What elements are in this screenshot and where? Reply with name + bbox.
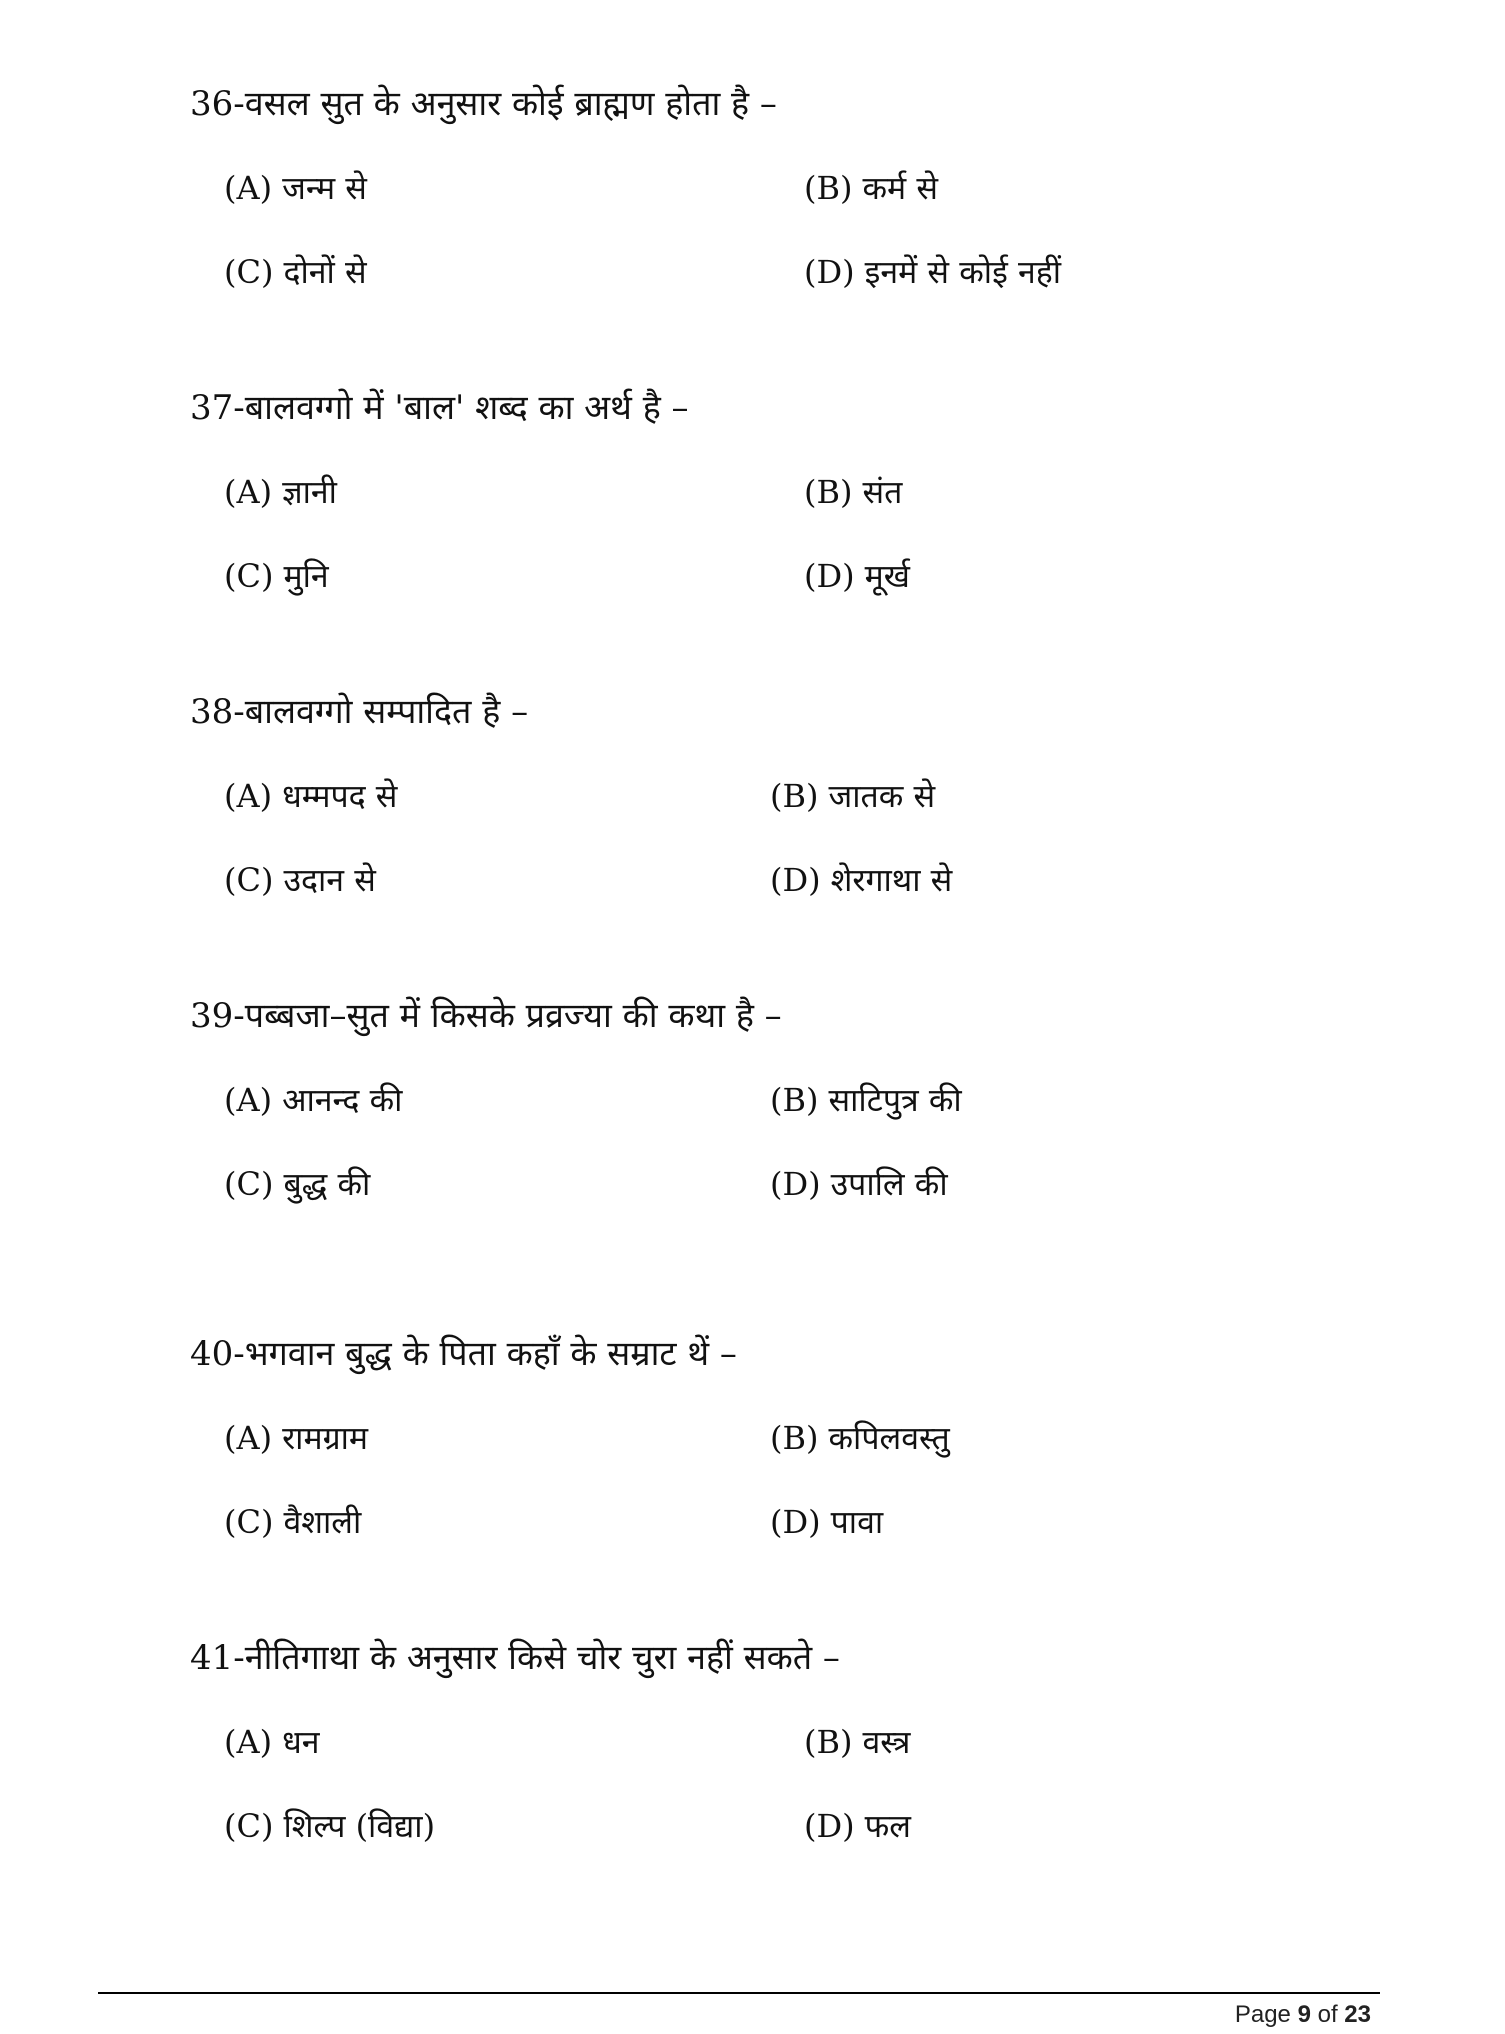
option-c	[224, 1500, 361, 1544]
option-b	[804, 470, 902, 514]
option-letter: (C)	[224, 1165, 274, 1203]
question-text: 41-नीतिगाथा के अनुसार किसे चोर चुरा नहीं सकते –	[190, 1638, 840, 1678]
option-letter: (A)	[224, 473, 273, 511]
option-letter: (D)	[770, 1165, 821, 1203]
option-text: मुनि	[283, 557, 329, 595]
option-a	[224, 774, 397, 818]
option-row	[190, 1162, 1390, 1206]
option-a	[224, 470, 337, 514]
option-row	[190, 858, 1390, 902]
option-text: जन्म से	[282, 169, 367, 207]
option-text: उदान से	[283, 861, 376, 899]
question-36	[190, 82, 1390, 294]
option-d	[804, 554, 910, 598]
option-b	[770, 1078, 962, 1122]
option-text: कर्म से	[862, 169, 939, 207]
option-text: वैशाली	[283, 1503, 362, 1541]
option-text: जातक से	[828, 777, 936, 815]
question-text: 39-पब्बजा–सुत में किसके प्रव्रज्या की कथा है –	[190, 996, 782, 1036]
option-row	[190, 774, 1390, 818]
option-letter: (B)	[770, 1419, 819, 1457]
option-d	[770, 1162, 948, 1206]
option-text: वस्त्र	[862, 1723, 911, 1761]
option-b	[770, 774, 935, 818]
page-of: of	[1317, 2001, 1338, 2028]
option-c	[224, 1804, 435, 1848]
option-letter: (B)	[804, 169, 853, 207]
option-row	[190, 1078, 1390, 1122]
option-text: दोनों से	[283, 253, 367, 291]
option-letter: (C)	[224, 1807, 274, 1845]
question-text: 37-बालवग्गो में 'बाल' शब्द का अर्थ है –	[190, 388, 689, 428]
option-text: शेरगाथा से	[830, 861, 953, 899]
page-total: 23	[1344, 2001, 1371, 2028]
option-text: कपिलवस्तु	[828, 1419, 950, 1457]
option-letter: (A)	[224, 1723, 273, 1761]
question-text: 36-वसल सुत के अनुसार कोई ब्राह्मण होता है –	[190, 84, 777, 124]
option-text: इनमें से कोई नहीं	[864, 253, 1061, 291]
option-text: रामग्राम	[282, 1419, 369, 1457]
option-c	[224, 858, 376, 902]
option-letter: (A)	[224, 169, 273, 207]
option-text: धम्मपद से	[282, 777, 398, 815]
option-letter: (D)	[804, 1807, 855, 1845]
option-letter: (C)	[224, 557, 274, 595]
option-row	[190, 250, 1390, 294]
option-text: उपालि की	[830, 1165, 948, 1203]
option-a	[224, 1720, 320, 1764]
option-text: आनन्द की	[282, 1081, 403, 1119]
option-text: संत	[862, 473, 903, 511]
option-letter: (C)	[224, 1503, 274, 1541]
option-text: बुद्ध की	[283, 1165, 371, 1203]
option-b	[804, 1720, 910, 1764]
option-letter: (C)	[224, 861, 274, 899]
option-text: फल	[864, 1807, 911, 1845]
option-text: ज्ञानी	[282, 473, 337, 511]
option-b	[804, 166, 938, 210]
option-letter: (D)	[804, 253, 855, 291]
option-d	[770, 1500, 883, 1544]
option-d	[804, 1804, 911, 1848]
question-41	[190, 1636, 1390, 1848]
option-c	[224, 250, 367, 294]
option-letter: (C)	[224, 253, 274, 291]
question-39	[190, 994, 1390, 1206]
option-a	[224, 1078, 402, 1122]
option-row	[190, 470, 1390, 514]
option-text: शिल्प (विद्या)	[283, 1807, 436, 1845]
page-prefix: Page	[1234, 2001, 1291, 2028]
option-letter: (A)	[224, 777, 273, 815]
option-letter: (D)	[804, 557, 855, 595]
option-text: साटिपुत्र की	[828, 1081, 962, 1119]
option-row	[190, 1416, 1390, 1460]
option-text: धन	[282, 1723, 320, 1761]
option-a	[224, 166, 367, 210]
option-letter: (D)	[770, 1503, 821, 1541]
option-letter: (A)	[224, 1081, 273, 1119]
option-c	[224, 1162, 370, 1206]
option-text: पावा	[830, 1503, 884, 1541]
option-letter: (B)	[804, 473, 853, 511]
option-a	[224, 1416, 368, 1460]
option-row	[190, 554, 1390, 598]
option-d	[770, 858, 952, 902]
option-letter: (B)	[770, 777, 819, 815]
page-number	[1235, 2000, 1371, 2030]
option-row	[190, 166, 1390, 210]
question-38	[190, 690, 1390, 902]
question-text: 38-बालवग्गो सम्पादित है –	[190, 692, 529, 732]
option-b	[770, 1416, 950, 1460]
option-letter: (B)	[770, 1081, 819, 1119]
page-current: 9	[1297, 2001, 1311, 2028]
option-c	[224, 554, 329, 598]
question-40	[190, 1332, 1390, 1544]
question-37	[190, 386, 1390, 598]
option-row	[190, 1500, 1390, 1544]
option-text: मूर्ख	[864, 557, 910, 595]
question-text: 40-भगवान बुद्ध के पिता कहाँ के सम्राट थें –	[190, 1334, 737, 1374]
option-row	[190, 1720, 1390, 1764]
option-letter: (D)	[770, 861, 821, 899]
footer-divider	[98, 1992, 1380, 1994]
option-letter: (A)	[224, 1419, 273, 1457]
option-letter: (B)	[804, 1723, 853, 1761]
option-d	[804, 250, 1061, 294]
option-row	[190, 1804, 1390, 1848]
